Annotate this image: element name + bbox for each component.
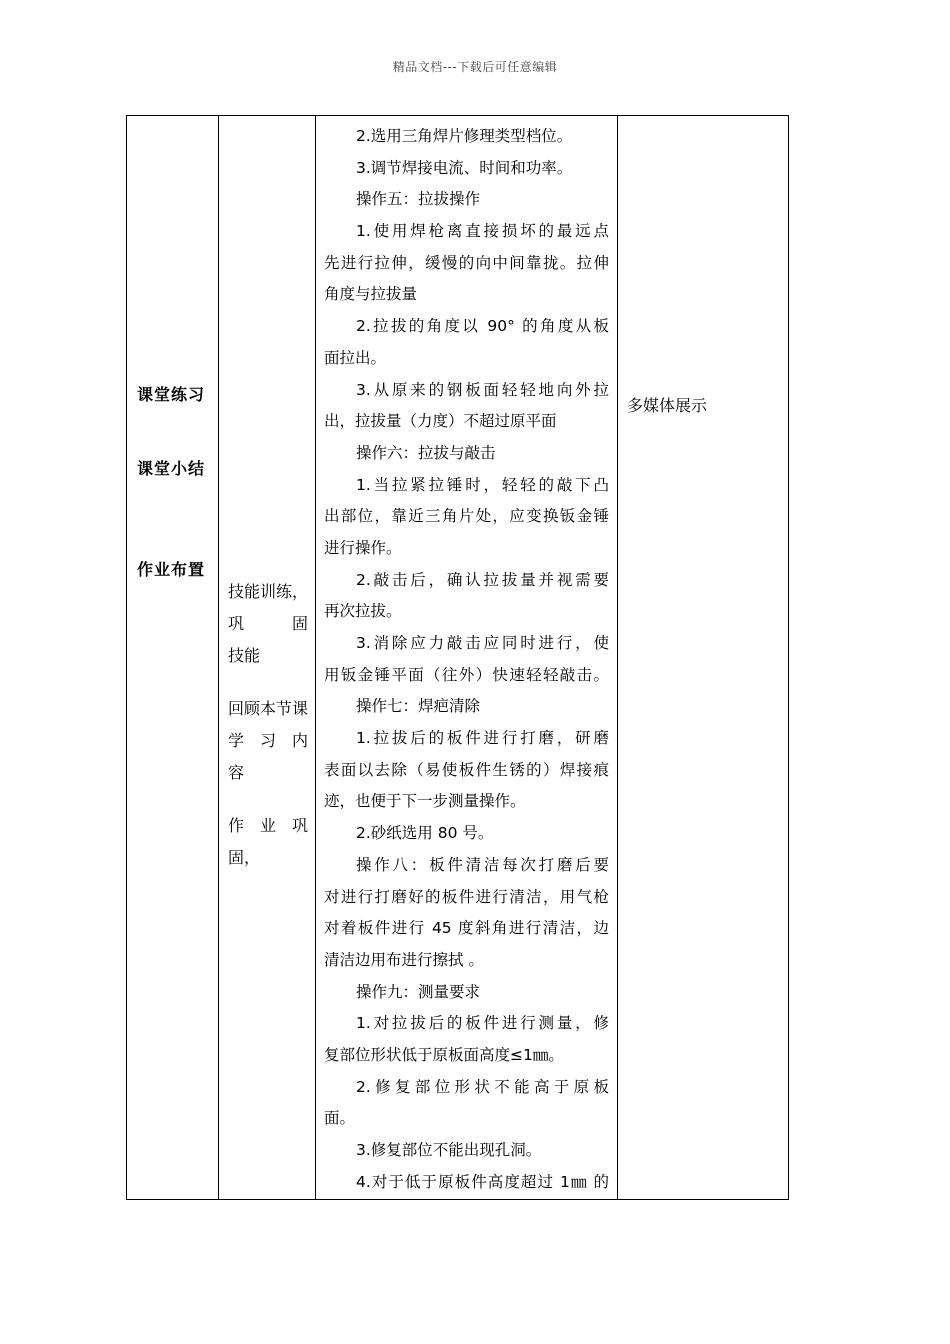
- content-line: 2.拉拔的角度以 90° 的角度从板: [356, 317, 609, 336]
- purpose-skill-training: [228, 576, 308, 672]
- method-text: 多媒体展示: [627, 396, 708, 415]
- content-line: 3.调节焊接电流、时间和功率。: [356, 158, 573, 177]
- content-line: 清洁边用布进行擦拭 。: [324, 950, 484, 969]
- purpose-review: [228, 693, 308, 789]
- purpose-line: 回顾本节课学习内: [228, 699, 309, 750]
- content-line: 3.从原来的钢板面轻轻地向外拉: [356, 380, 609, 399]
- content-line: 4.对于低于原板件高度超过 1㎜ 的: [356, 1172, 609, 1191]
- content-line: 面拉出。: [324, 348, 387, 367]
- content-line: 1.对拉拔后的板件进行测量，修: [356, 1014, 609, 1033]
- content-line: 迹，也便于下一步测量操作。: [324, 792, 526, 811]
- content-line: 对进行打磨好的板件进行清洁，用气枪: [324, 887, 609, 906]
- content-line: 操作五：拉拔操作: [356, 190, 481, 209]
- content-line: 3.修复部位不能出现孔洞。: [356, 1141, 542, 1159]
- purpose-line: 作业巩: [228, 816, 308, 835]
- content-line: 3.消除应力敲击应同时进行，使: [356, 634, 609, 652]
- section-label-summary: 课堂小结: [137, 459, 206, 478]
- content-line: 用钣金锤平面（往外）快速轻轻敲击。: [324, 665, 609, 684]
- purpose-homework: [228, 810, 308, 874]
- content-line: 复部位形状低于原板面高度≤1㎜。: [324, 1045, 564, 1064]
- content-line: 2.敲击后，确认拉拔量并视需要: [356, 570, 609, 589]
- purpose-line: 容: [228, 763, 245, 782]
- content-column: [316, 116, 617, 1199]
- content-line: 再次拉拔。: [324, 602, 402, 621]
- section-label-practice: 课堂练习: [137, 385, 206, 404]
- method-column: [618, 116, 789, 1199]
- lesson-table: [126, 115, 789, 1200]
- content-line: 1.使用焊枪离直接损坏的最远点: [356, 222, 609, 241]
- content-line: 2.修复部位形状不能高于原板: [356, 1077, 609, 1096]
- page-header: 精品文档---下载后可任意编辑: [392, 60, 558, 74]
- content-lines: [324, 121, 609, 1198]
- section-label-homework: 作业布置: [137, 560, 206, 579]
- content-line: 表面以去除（易使板件生锈的）焊接痕: [324, 760, 609, 779]
- section-column: [127, 116, 218, 1199]
- purpose-line: 技能训练，巩固: [228, 582, 309, 633]
- content-line: 1.当拉紧拉锤时，轻轻的敲下凸: [356, 475, 609, 494]
- purpose-column: [219, 116, 315, 1199]
- content-line: 面。: [324, 1109, 356, 1128]
- content-line: 对着板件进行 45 度斜角进行清洁，边: [324, 919, 609, 938]
- purpose-line: 技能: [228, 646, 261, 665]
- content-line: 出，拉拔量（力度）不超过原平面: [324, 412, 557, 431]
- content-line: 操作七：焊疤清除: [356, 697, 481, 716]
- content-line: 出部位，靠近三角片处，应变换钣金锤: [324, 507, 609, 526]
- content-line: 进行操作。: [324, 538, 402, 557]
- content-line: 角度与拉拔量: [324, 285, 418, 304]
- content-line: 操作九：测量要求: [356, 982, 481, 1001]
- content-line: 操作六：拉拔与敲击: [356, 443, 496, 462]
- content-line: 先进行拉伸，缓慢的向中间靠拢。拉伸: [324, 253, 609, 272]
- purpose-line: 固，: [228, 848, 261, 867]
- content-line: 操作八：板件清洁每次打磨后要: [356, 855, 609, 874]
- content-line: 2.选用三角焊片修理类型档位。: [356, 127, 573, 145]
- content-line: 2.砂纸选用 80 号。: [356, 824, 494, 843]
- content-line: 1.拉拔后的板件进行打磨，研磨: [356, 729, 609, 748]
